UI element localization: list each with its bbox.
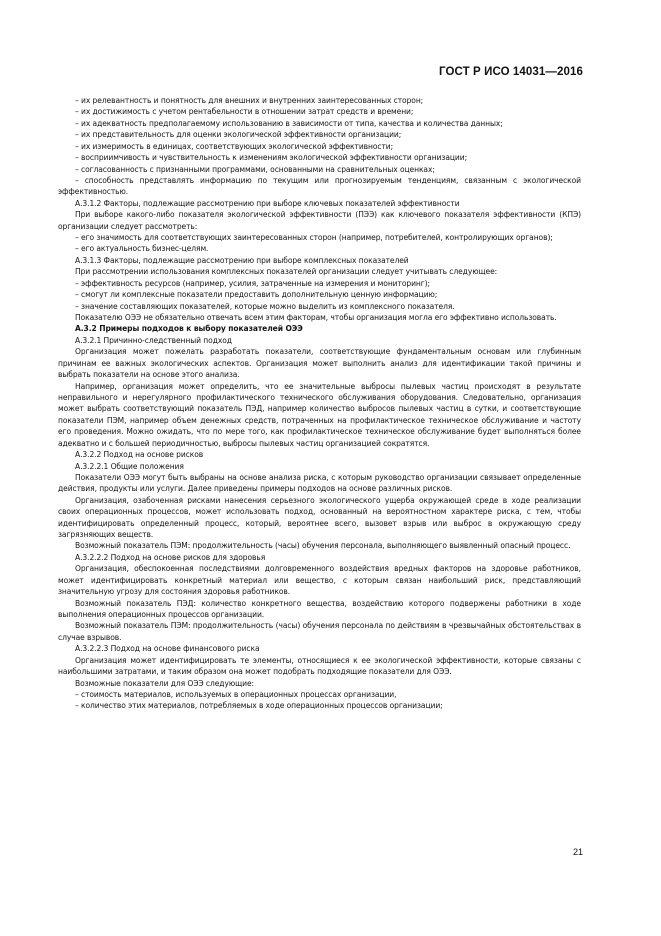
paragraph: – их достижимость с учетом рентабельности в отношении затрат средств и времени; — [75, 107, 414, 117]
paragraph: – значение составляющих показателей, которые можно выделить из комплексного показателя. — [75, 301, 455, 311]
page-header: ГОСТ Р ИСО 14031—2016 — [438, 66, 583, 78]
paragraph: При выборе какого-либо показателя экологической эффективности (ПЭЭ) как ключевого показателя эффективности (КПЭ) организации следует рассмотреть: — [58, 210, 581, 231]
paragraph: А.3.2.2 Подход на основе рисков — [75, 450, 204, 460]
paragraph: – количество этих материалов, потребляемых в ходе операционных процессов организации; — [75, 701, 443, 711]
paragraph: – его актуальность бизнес-целям. — [75, 244, 209, 254]
paragraph: – стоимость материалов, используемых в операционных процессах организации, — [75, 689, 397, 699]
paragraph: – согласованность с признанными программами, основанными на сравнительных оценках; — [75, 164, 435, 174]
paragraph: А.3.1.3 Факторы, подлежащие рассмотрению при выборе комплексных показателей — [75, 255, 409, 265]
paragraph: Организация может пожелать разработать показатели, соответствующие фундаментальным основам или глубинным причинам ее важных экологических аспектов. Организация может выполнить анализ для идентификации такой причины и выбрать показатели на основе этого анализа. — [58, 347, 581, 380]
paragraph: Показатели ОЭЭ могут быть выбраны на основе анализа риска, с которым руководство организации связывает определенные действия, продукты или услуги. Далее приведены примеры подходов на основе различных рисков. — [58, 472, 581, 494]
section-heading: А.3.2 Примеры подходов к выбору показателей ОЭЭ — [75, 324, 303, 334]
paragraph: – их представительность для оценки экологической эффективности организации; — [75, 130, 402, 140]
paragraph: А.3.2.2.2 Подход на основе рисков для здоровья — [75, 552, 266, 562]
paragraph: – эффективность ресурсов (например, усилия, затраченные на измерения и мониторинг); — [75, 278, 430, 288]
paragraph: А.3.1.2 Факторы, подлежащие рассмотрению при выборе ключевых показателей эффективности — [75, 198, 460, 208]
paragraph: Организация, обеспокоенная последствиями долговременного воздействия вредных факторов на здоровье работников, может идентифицировать конкретный материал или вещество, с которым связан наибольший риск, представляющий значительную угрозу для состояния здоровья работников. — [58, 564, 581, 597]
paragraph: Возможный показатель ПЭМ: продолжительность (часы) обучения персонала по действиям в чрезвычайных обстоятельствах в случае взрывов. — [58, 621, 581, 642]
paragraph: – способность представлять информацию по текущим или прогнозируемым тенденциям, связанным с экологической эффективностью. — [58, 175, 581, 197]
paragraph: Возможный показатель ПЭМ: продолжительность (часы) обучения персонала, выполняющего выявленный опасный процесс. — [75, 541, 571, 551]
paragraph: – их релевантность и понятность для внешних и внутренних заинтересованных сторон; — [75, 96, 424, 105]
paragraph: Организация может идентифицировать те элементы, относящиеся к ее экологической эффективности, которые связаны с наибольшими затратами, и таким образом она может подобрать подходящие показатели для ОЭЭ. — [58, 655, 581, 677]
paragraph: При рассмотрении использования комплексных показателей организации следует учитывать следующее: — [75, 267, 498, 277]
paragraph: – смогут ли комплексные показатели предоставить дополнительную ценную информацию; — [75, 290, 438, 300]
document-body — [58, 95, 581, 712]
paragraph: А.3.2.1 Причинно-следственный подход — [75, 335, 232, 345]
paragraph: Возможные показатели для ОЭЭ следующие: — [75, 678, 254, 688]
paragraph: Возможный показатель ПЭД: количество конкретного вещества, воздействию которого подвержены работники в ходе выполнения операционных процессов организации. — [58, 598, 581, 619]
paragraph: А.3.2.2.1 Общие положения — [75, 461, 184, 471]
paragraph: – их адекватность предполагаемому использованию в зависимости от типа, качества и количества данных; — [75, 118, 503, 128]
paragraph: Например, организация может определить, что ее значительные выбросы пылевых частиц происходят в результате неправильного и нерегулярного профилактического технического обслуживания оборудования. Следовательно, организация может выбрать соответствующий показатель ПЭД, например количество выбросов пылевых частиц в сутки, и соответствующие показатели ПЭМ, например объем денежных средств, потраченных на профилактическое техническое обслуживание и частоту его проведения. Можно ожидать, что по мере того, как профилактическое техническое обслуживание будет выполняться более адекватно и с большей периодичностью, выбросы пылевых частиц организацией сократятся. — [58, 381, 581, 448]
paragraph: А.3.2.2.3 Подход на основе финансового риска — [75, 644, 260, 654]
paragraph: – их измеримость в единицах, соответствующих экологической эффективности; — [75, 141, 394, 151]
paragraph: – его значимость для соответствующих заинтересованных сторон (например, потребителей, контролирующих органов); — [75, 233, 553, 243]
page-number: 21 — [572, 847, 583, 857]
paragraph: Организация, озабоченная рисками нанесения серьезного экологического ущерба окружающей среде в ходе реализации своих операционных процессов, может использовать подход, основанный на вероятностном характере риска, с тем, чтобы идентифицировать определенный процесс, который, вероятнее всего, вызовет взрыв или выброс в окружающую среду загрязняющих веществ. — [58, 495, 581, 540]
paragraph: – восприимчивость и чувствительность к изменениям экологической эффективности организации; — [75, 153, 468, 163]
paragraph: Показателю ОЭЭ не обязательно отвечать всем этим факторам, чтобы организация могла его эффективно использовать. — [75, 313, 557, 323]
